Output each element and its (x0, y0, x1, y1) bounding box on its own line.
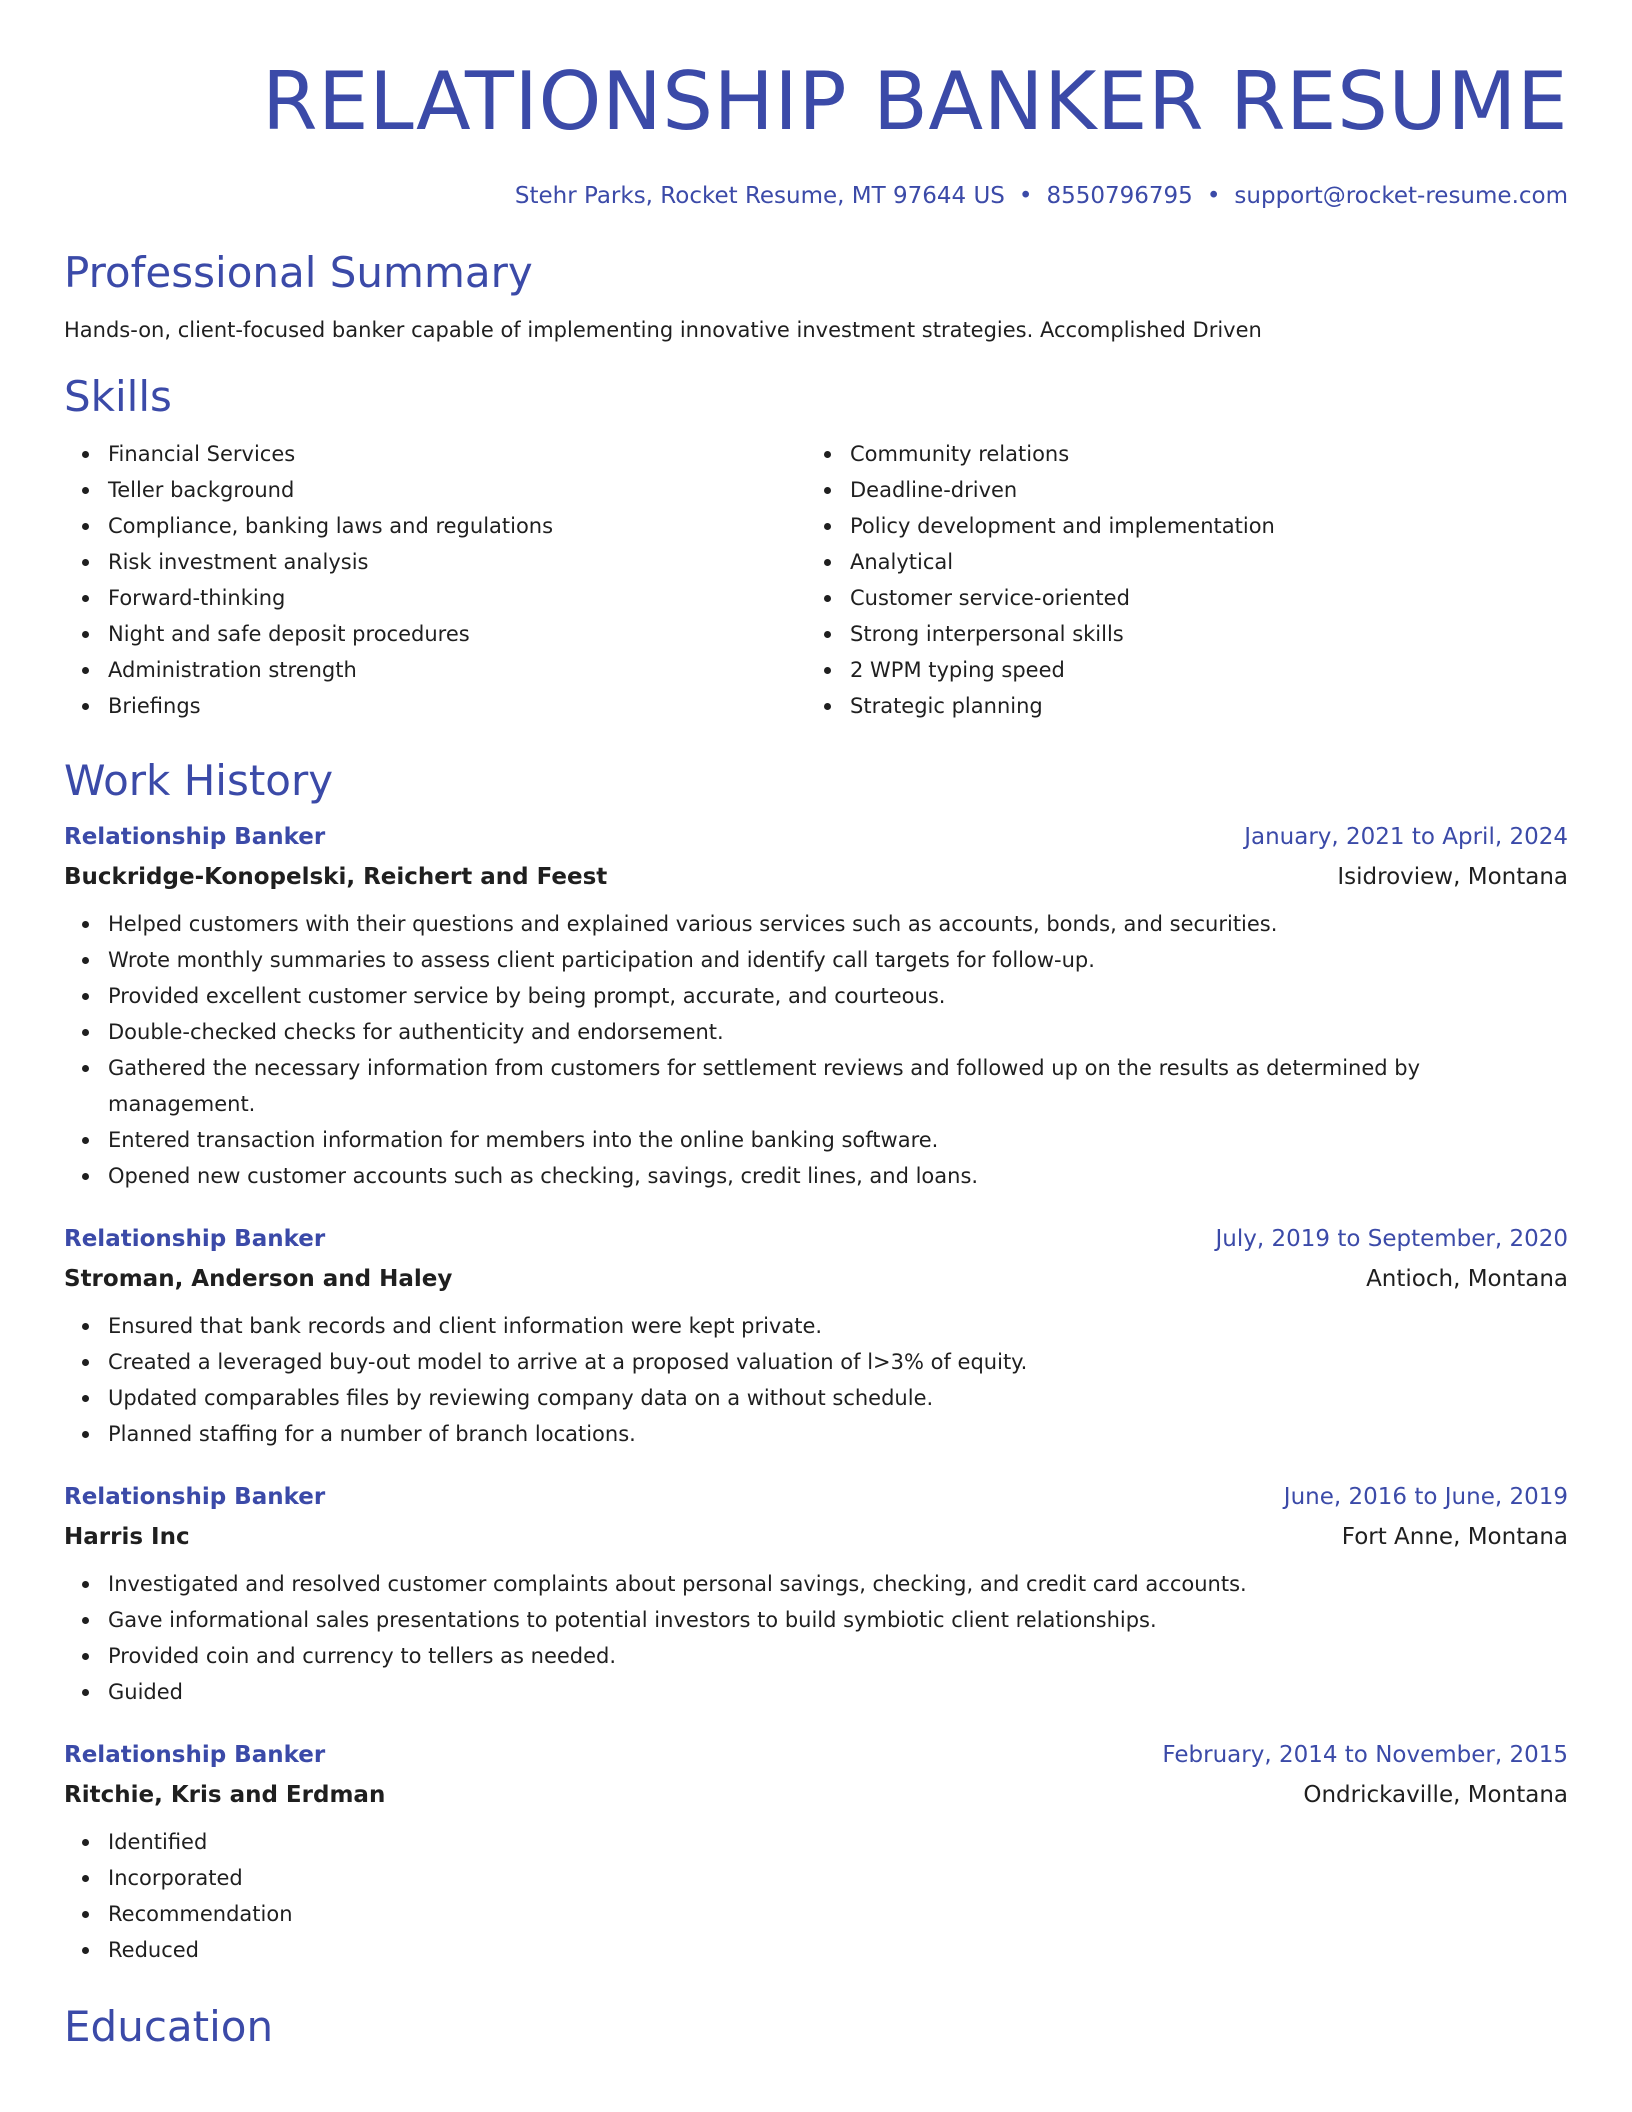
job-bullets (64, 1566, 1568, 1710)
job-subheader (64, 862, 1568, 892)
job-title: Relationship Banker (64, 1742, 326, 1768)
skill-item: Risk investment analysis (108, 544, 806, 580)
skills-column-right (806, 436, 1550, 724)
job-location: Ondrickaville, Montana (1303, 1782, 1568, 1808)
job-bullet: Planned staffing for a number of branch locations. (108, 1416, 1568, 1452)
job-title: Relationship Banker (64, 1484, 326, 1510)
skill-item: Strategic planning (850, 688, 1550, 724)
skill-item: Administration strength (108, 652, 806, 688)
job-bullets (64, 906, 1568, 1194)
contact-address: Stehr Parks, Rocket Resume, MT 97644 US (514, 183, 1005, 209)
job-bullet: Double-checked checks for authenticity and endorsement. (108, 1014, 1568, 1050)
skill-item: Compliance, banking laws and regulations (108, 508, 806, 544)
job-header (64, 1224, 1568, 1254)
job-dates: July, 2019 to September, 2020 (1215, 1226, 1568, 1252)
job-dates: June, 2016 to June, 2019 (1283, 1484, 1568, 1510)
job-bullet: Ensured that bank records and client information were kept private. (108, 1308, 1568, 1344)
job-bullet: Created a leveraged buy-out model to arrive at a proposed valuation of l>3% of equity. (108, 1344, 1568, 1380)
job-bullet: Wrote monthly summaries to assess client participation and identify call targets for follow-up. (108, 942, 1568, 978)
skill-item: 2 WPM typing speed (850, 652, 1550, 688)
job-header (64, 822, 1568, 852)
job-title: Relationship Banker (64, 824, 326, 850)
job-bullet: Recommendation (108, 1896, 1568, 1932)
skill-item: Forward-thinking (108, 580, 806, 616)
work-history-heading: Work History (64, 756, 334, 805)
job-bullet: Provided coin and currency to tellers as needed. (108, 1638, 1568, 1674)
job-company: Ritchie, Kris and Erdman (64, 1782, 386, 1808)
work-history-list (64, 822, 1568, 1968)
skill-item: Policy development and implementation (850, 508, 1550, 544)
skill-item: Financial Services (108, 436, 806, 472)
summary-text: Hands-on, client-focused banker capable of implementing innovative investment strategies. Accomplished Driven (64, 318, 1262, 342)
job-entry (64, 1482, 1568, 1710)
bullet-separator: • (1018, 183, 1033, 209)
contact-line (64, 182, 1568, 210)
skill-item: Briefings (108, 688, 806, 724)
skill-item: Teller background (108, 472, 806, 508)
skill-item: Night and safe deposit procedures (108, 616, 806, 652)
job-bullet: Gave informational sales presentations to potential investors to build symbiotic client relationships. (108, 1602, 1568, 1638)
job-dates: February, 2014 to November, 2015 (1162, 1742, 1568, 1768)
skill-item: Strong interpersonal skills (850, 616, 1550, 652)
job-bullet: Identified (108, 1824, 1568, 1860)
skills-list (64, 436, 1568, 724)
job-header (64, 1740, 1568, 1770)
education-heading: Education (64, 2002, 274, 2051)
summary-heading: Professional Summary (64, 248, 533, 297)
job-entry (64, 822, 1568, 1194)
job-location: Fort Anne, Montana (1341, 1524, 1568, 1550)
job-entry (64, 1740, 1568, 1968)
resume-page (64, 0, 1568, 2052)
job-bullet: Helped customers with their questions and explained various services such as accounts, bonds, and securities. (108, 906, 1568, 942)
job-header (64, 1482, 1568, 1512)
job-bullet: Incorporated (108, 1860, 1568, 1896)
job-bullet: Provided excellent customer service by being prompt, accurate, and courteous. (108, 978, 1568, 1014)
bullet-separator: • (1206, 183, 1221, 209)
skills-column-left (64, 436, 806, 724)
resume-title: RELATIONSHIP BANKER RESUME (261, 55, 1568, 148)
job-bullet: Reduced (108, 1932, 1568, 1968)
job-subheader (64, 1264, 1568, 1294)
job-subheader (64, 1780, 1568, 1810)
job-bullets (64, 1824, 1568, 1968)
job-company: Harris Inc (64, 1524, 190, 1550)
job-bullet: Opened new customer accounts such as checking, savings, credit lines, and loans. (108, 1158, 1568, 1194)
skill-item: Analytical (850, 544, 1550, 580)
job-subheader (64, 1522, 1568, 1552)
job-bullet: Gathered the necessary information from customers for settlement reviews and followed up on the results as determined by management. (108, 1050, 1568, 1122)
contact-email[interactable]: support@rocket-resume.com (1234, 183, 1568, 209)
job-bullet: Investigated and resolved customer complaints about personal savings, checking, and credit card accounts. (108, 1566, 1568, 1602)
job-bullet: Entered transaction information for members into the online banking software. (108, 1122, 1568, 1158)
job-bullet: Guided (108, 1674, 1568, 1710)
contact-phone: 8550796795 (1046, 183, 1193, 209)
skill-item: Customer service-oriented (850, 580, 1550, 616)
job-company: Stroman, Anderson and Haley (64, 1266, 453, 1292)
skill-item: Deadline-driven (850, 472, 1550, 508)
skill-item: Community relations (850, 436, 1550, 472)
job-title: Relationship Banker (64, 1226, 326, 1252)
job-bullet: Updated comparables files by reviewing company data on a without schedule. (108, 1380, 1568, 1416)
job-dates: January, 2021 to April, 2024 (1244, 824, 1568, 850)
job-location: Antioch, Montana (1366, 1266, 1568, 1292)
job-company: Buckridge-Konopelski, Reichert and Feest (64, 864, 608, 890)
job-entry (64, 1224, 1568, 1452)
job-bullets (64, 1308, 1568, 1452)
skills-heading: Skills (64, 372, 172, 421)
job-location: Isidroview, Montana (1337, 864, 1568, 890)
